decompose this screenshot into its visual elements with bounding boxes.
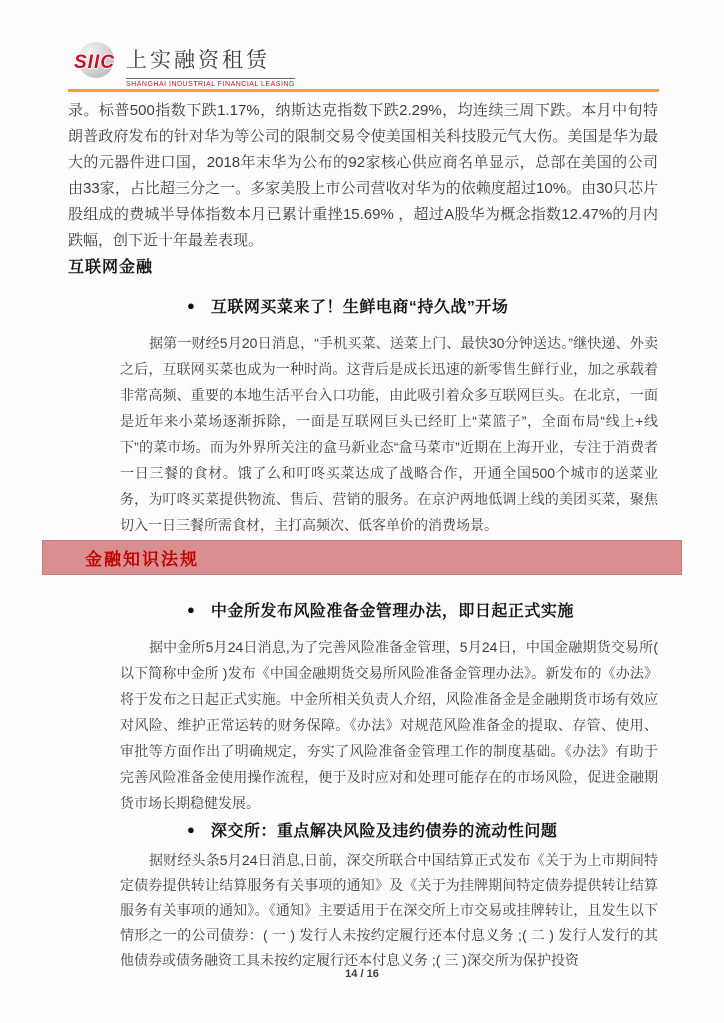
news-item-internet-groceries [187,294,508,317]
company-name-cn: 上实融资租赁 [126,44,295,79]
company-logo [74,40,295,88]
news-item-body: 据财经头条5月24日消息,日前，深交所联合中国结算正式发布《关于为上市期间特定债券提供转让结算服务有关事项的通知》及《关于为挂牌期间特定债券提供转让结算服务有关事项的通知》。《通知》主要适用于在深交所上市交易或挂牌转让，且发生以下情形之一的公司债券：( 一 ) 发行人未按约定履行还本付息义务 ;( 二 ) 发行人发行的其他债券或债务融资工具未按约定履行还本付息义务 ;( 三 )深交所为保护投资 [120,852,658,968]
regulations-banner-label: 金融知识法规 [85,550,199,569]
logo-siic-text: SIIC [74,52,115,73]
news-item-title: 中金所发布风险准备金管理办法，即日起正式实施 [210,603,574,620]
bullet-icon: ● [187,298,195,313]
news-item-title: 深交所：重点解决风险及违约债券的流动性问题 [210,823,558,840]
siic-globe-icon [74,40,120,82]
news-item-title: 互联网买菜来了！生鲜电商“持久战”开场 [210,299,509,316]
section-heading-internet-finance: 互联网金融 [68,259,154,276]
intro-paragraph: 录。标普500指数下跌1.17%，纳斯达克指数下跌2.29%，均连续三周下跌。本月中旬特朗普政府发布的针对华为等公司的限制交易令使美国相关科技股元气大伤。美国是华为最大的元器件进口国，2018年末华为公布的92家核心供应商名单显示，总部在美国的公司由33家，占比超三分之一。多家美股上市公司营收对华为的依赖度超过10%。由30只芯片股组成的费城半导体指数本月已累计重挫15.69% ，超过A股华为概念指数12.47%的月内跌幅，创下近十年最差表现。 [68,102,658,249]
news-item-body: 据中金所5月24日消息,为了完善风险准备金管理，5月24日，中国金融期货交易所( 以下简称中金所 )发布《中国金融期货交易所风险准备金管理办法》。新发布的《办法》将于发布之日起正式实施。中金所相关负责人介绍，风险准备金是金融期货市场有效应对风险、维护正常运转的财务保障。《办法》对规范风险准备金的提取、存管、使用、审批等方面作出了明确规定，夯实了风险准备金管理工作的制度基础。《办法》有助于完善风险准备金使用操作流程，便于及时应对和处理可能存在的市场风险，促进金融期货市场长期稳健发展。 [120,639,658,811]
news-item-szse [187,818,557,841]
page-number: 14 / 16 [345,968,379,980]
news-item-body: 据第一财经5月20日消息，“手机买菜、送菜上门、最快30分钟送达。”继快递、外卖之后，互联网买菜也成为一种时尚。这背后是成长迅速的新零售生鲜行业，加之承载着非常高频、重要的本地生活平台入口功能，由此吸引着众多互联网巨头。在北京，一面是近年来小菜场逐渐拆除，一面是互联网巨头已经盯上“菜篮子”，全面布局“线上+线下”的菜市场。而为外界所关注的盒马新业态“盒马菜市”近期在上海开业，专注于消费者一日三餐的食材。饿了么和叮咚买菜达成了战略合作，开通全国500个城市的送菜业务，为叮咚买菜提供物流、售后、营销的服务。在京沪两地低调上线的美团买菜，聚焦切入一日三餐所需食材，主打高频次、低客单价的消费场景。 [120,335,658,533]
bullet-icon: ● [187,822,195,837]
company-name-en: SHANGHAI INDUSTRIAL FINANCIAL LEASING [126,81,295,88]
gold-divider [68,89,659,92]
bullet-icon: ● [187,602,195,617]
logo-text [126,40,295,88]
regulations-banner [42,540,682,575]
news-item-cffex [187,598,574,621]
